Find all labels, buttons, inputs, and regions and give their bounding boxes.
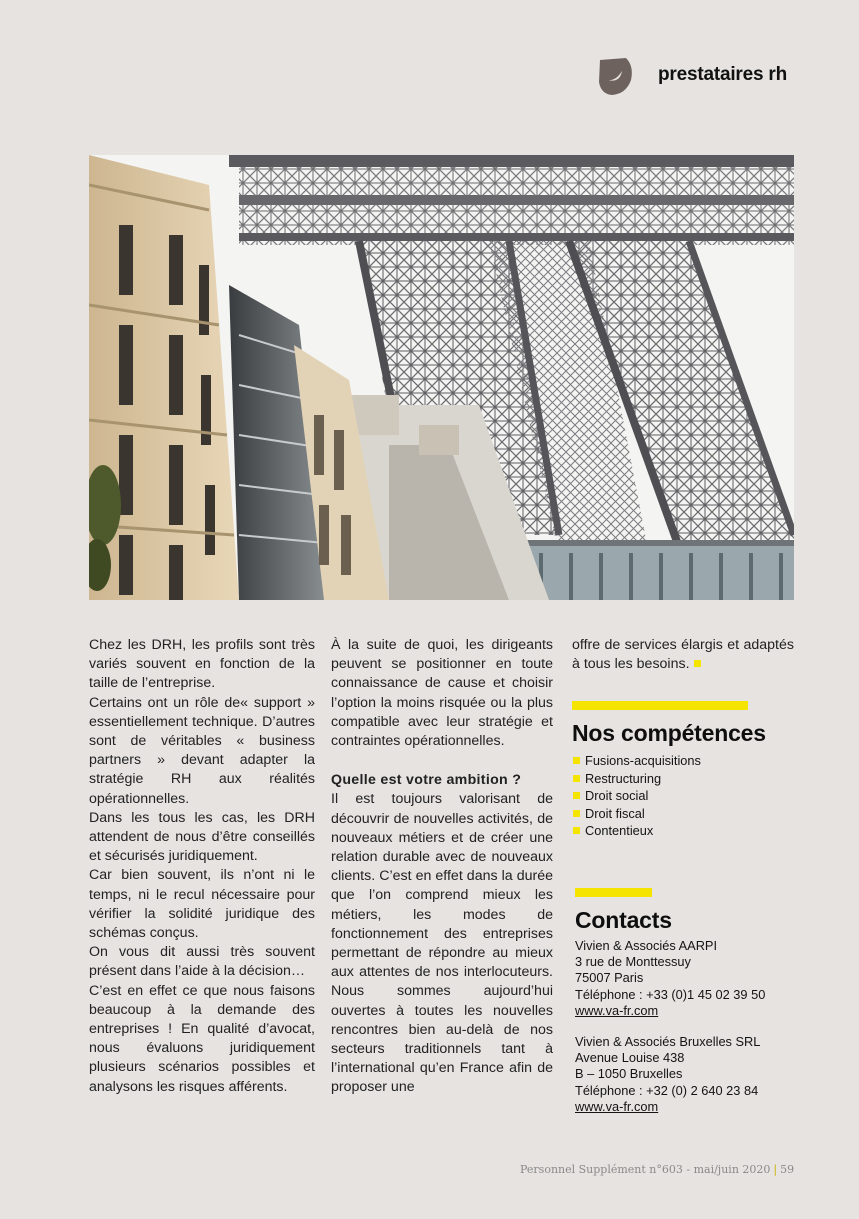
paragraph-end xyxy=(572,636,794,674)
bullet-icon xyxy=(573,810,580,817)
office-city: B – 1050 Bruxelles xyxy=(575,1066,683,1082)
interview-question: Quelle est votre ambition ? xyxy=(331,772,522,789)
contacts-block xyxy=(575,938,765,1115)
paragraph: Dans les tous les cas, les DRH attendent de nous d’être conseillés et sécurisés juridiquement. xyxy=(89,809,315,865)
page-footer xyxy=(520,1163,794,1176)
list-item xyxy=(573,822,701,840)
bullet-icon xyxy=(573,792,580,799)
paragraph: Chez les DRH, les profils sont très variés souvent en fonction de la taille de l’entreprise. xyxy=(89,637,315,692)
paragraph: Certains ont un rôle de« support » essentiellement technique. D’autres sont de véritables « business partners » devant adapter la stratégie RH aux réalités opérationnelles. xyxy=(89,694,315,807)
accent-bar xyxy=(572,701,748,710)
office-phone: Téléphone : +32 (0) 2 640 23 84 xyxy=(575,1082,759,1098)
list-item xyxy=(573,752,701,770)
office-name: Vivien & Associés AARPI xyxy=(575,938,718,953)
paragraph: Il est toujours valorisant de découvrir de nouvelles activités, de nouveaux métiers et de créer une relation durable avec de nouveaux clients. C’est en effet dans la durée que l’on comprend mieux les métiers, les modes de fonctionnement des entreprises permettant de répondre au mieux aux attentes de nos interlocuteurs. Nous sommes aujourd’hui ouvertes à toutes les nouvelles rencontres bien au-delà de nos secteurs traditionnels tant à l’international qu’en France afin de proposer une xyxy=(331,791,553,1096)
list-item xyxy=(573,770,701,788)
footer-separator: | xyxy=(773,1163,778,1176)
competence-label: Droit social xyxy=(585,788,649,804)
paragraph: C’est en effet ce que nous faisons beaucoup à la demande des entreprises ! En qualité d’avocat, nous évaluons juridiquement plusieurs scénarios possibles et analysons les risques afférents. xyxy=(89,982,315,1095)
publication-info: Personnel Supplément n°603 - mai/juin 2020 xyxy=(520,1163,771,1176)
list-item xyxy=(573,787,701,805)
bullet-icon xyxy=(573,757,580,764)
bullet-icon xyxy=(573,775,580,782)
office-street: 3 rue de Monttessuy xyxy=(575,954,691,970)
section-title: prestataires rh xyxy=(658,64,788,85)
competence-label: Fusions-acquisitions xyxy=(585,753,701,768)
office-city: 75007 Paris xyxy=(575,970,644,986)
article-column-1 xyxy=(89,636,315,1097)
bullet-icon xyxy=(573,827,580,834)
competence-label: Contentieux xyxy=(585,823,654,839)
competences-list xyxy=(573,752,701,840)
paragraph: On vous dit aussi très souvent présent dans l’aide à la décision… xyxy=(89,944,315,980)
page-number: 59 xyxy=(780,1163,795,1176)
photo-illustration xyxy=(89,155,794,600)
office-name: Vivien & Associés Bruxelles SRL xyxy=(575,1034,761,1050)
end-of-article-mark xyxy=(694,660,701,667)
office-street: Avenue Louise 438 xyxy=(575,1050,685,1066)
office-phone: Téléphone : +33 (0)1 45 02 39 50 xyxy=(575,986,766,1002)
competences-title: Nos compétences xyxy=(572,720,766,746)
website-link[interactable]: www.va-fr.com xyxy=(575,1002,659,1018)
article-column-2 xyxy=(331,636,553,1098)
accent-bar xyxy=(575,888,652,897)
paragraph: offre de services élargis et adaptés à tous les besoins. xyxy=(572,637,794,673)
paragraph: À la suite de quoi, les dirigeants peuvent se positionner en toute connaissance de cause et choisir l’option la moins risquée ou la plus compatible avec leur stratégie et contraintes opérationnelles. xyxy=(331,637,553,750)
competence-label: Restructuring xyxy=(585,770,662,786)
article-column-3 xyxy=(572,636,794,674)
competence-label: Droit fiscal xyxy=(585,805,645,821)
website-link[interactable]: www.va-fr.com xyxy=(575,1098,659,1114)
contacts-title: Contacts xyxy=(575,907,672,933)
leaf-mark-icon xyxy=(596,56,634,96)
paragraph: Car bien souvent, ils n’ont ni le temps, ni le recul nécessaire pour vérifier la solidité juridique des schémas conçus. xyxy=(89,867,315,942)
list-item xyxy=(573,805,701,823)
eiffel-tower-photo xyxy=(89,155,794,600)
